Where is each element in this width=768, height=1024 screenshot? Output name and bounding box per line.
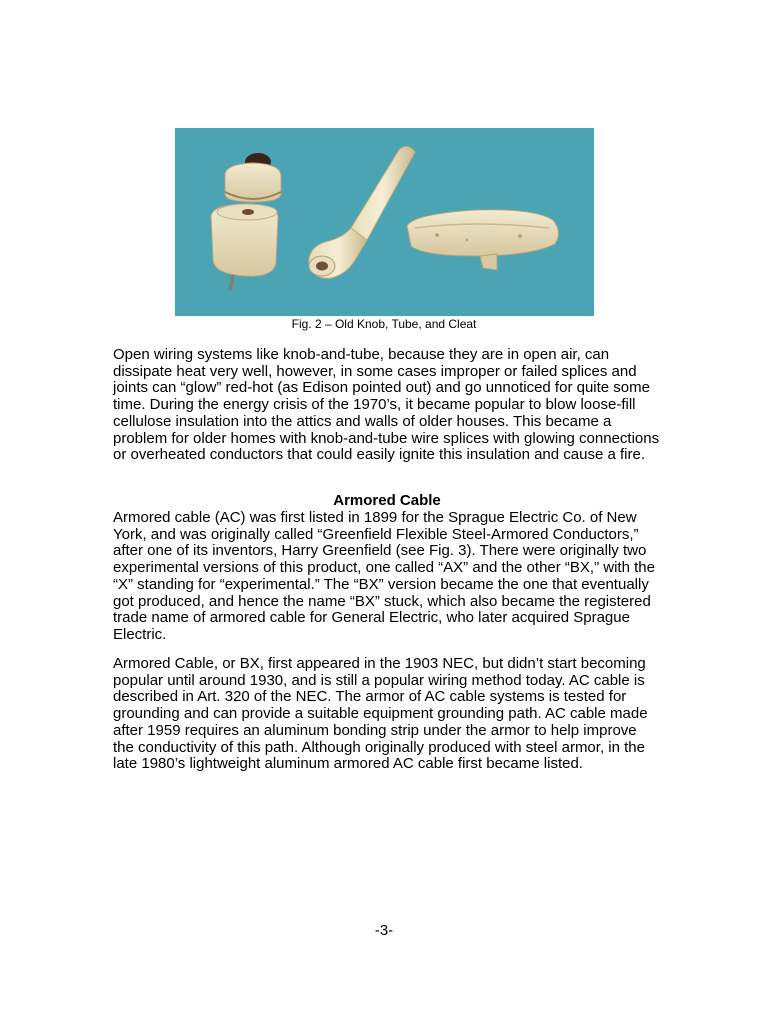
paragraph-armored-cable-nec: Armored Cable, or BX, first appeared in the 1903 NEC, but didn’t start becoming popular until around 1930, and is still a popular wiring method today. AC cable is described in Art. 320 of the NEC. The armor of AC cable systems is tested for grounding and can provide a suitable equipment grounding path. AC cable made after 1959 requires an aluminum bonding strip under the armor to help improve the conductivity of this path. Although originally produced with steel armor, in the late 1980’s lightweight aluminum armored AC cable first became listed. [113, 655, 648, 773]
figure-caption: Fig. 2 – Old Knob, Tube, and Cleat [291, 317, 477, 331]
figure-photo [175, 128, 594, 316]
knob-tube-cleat-photo [175, 128, 594, 316]
section-heading: Armored Cable [333, 492, 441, 509]
paragraph-knob-and-tube: Open wiring systems like knob-and-tube, because they are in open air, can dissipate heat very well, however, in some cases improper or failed splices and joints can “glow” red-hot (as Edison pointed out) and go unnoticed for quite some time. During the energy crisis of the 1970’s, it became popular to blow loose-fill cellulose insulation into the attics and walls of older houses. This became a problem for older homes with knob-and-tube wire splices with glowing connections or overheated conductors that could easily ignite this insulation and cause a fire. [113, 346, 660, 464]
page-number: -3- [374, 922, 394, 939]
paragraph-armored-cable-history: Armored cable (AC) was first listed in 1899 for the Sprague Electric Co. of New York, and was originally called “Greenfield Flexible Steel-Armored Conductors,” after one of its inventors, Harry Greenfield (see Fig. 3). There were originally two experimental versions of this product, one called “AX” and the other “BX,” with the “X” standing for “experimental.” The “BX” version became the one that eventually got produced, and hence the name “BX” stuck, which also became the registered trade name of armored cable for General Electric, who later acquired Sprague Electric. [113, 509, 655, 643]
